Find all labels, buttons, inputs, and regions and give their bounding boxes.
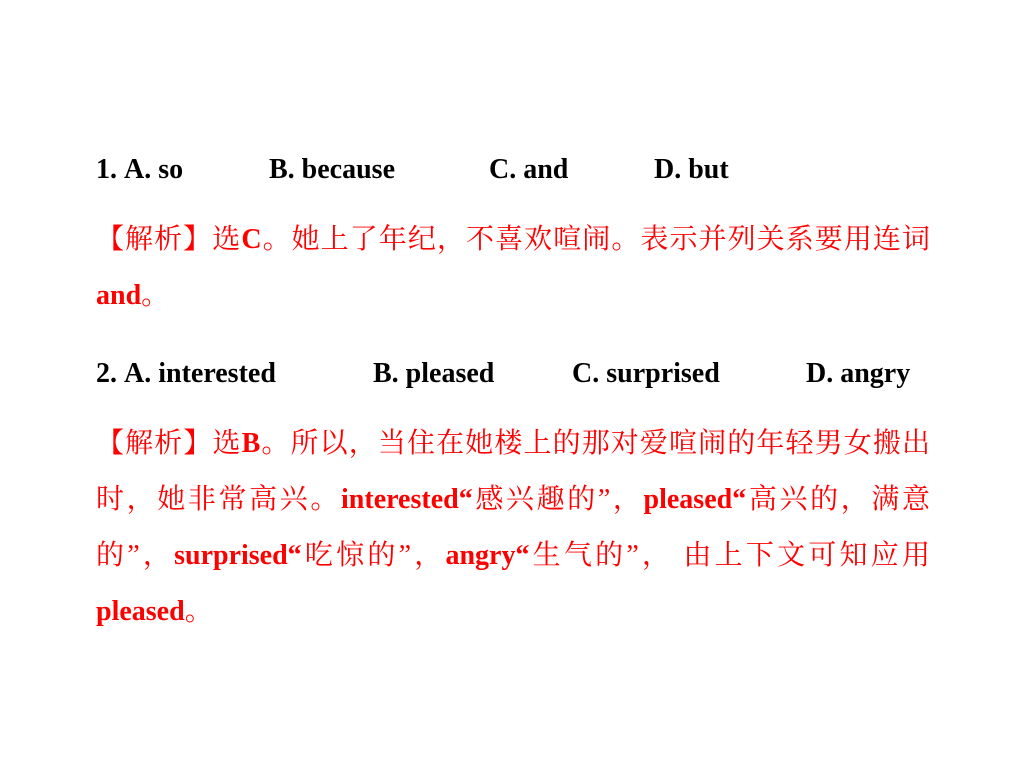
- analysis-2-word-surprised: surprised“: [174, 540, 302, 571]
- question-1-option-d: D. but: [654, 154, 729, 185]
- analysis-2-end: 。: [184, 596, 213, 627]
- analysis-2-gloss-interested: 感兴趣的”，: [472, 484, 644, 515]
- analysis-2-answer: B: [241, 428, 261, 459]
- question-1-option-c: C. and: [489, 154, 569, 185]
- analysis-1-answer: C: [241, 224, 262, 255]
- question-2-option-b: B. pleased: [373, 358, 495, 389]
- analysis-2-prefix: 【解析】选: [96, 428, 242, 459]
- analysis-1-prefix: 【解析】选: [96, 224, 242, 255]
- analysis-1: [96, 212, 930, 324]
- question-1: [96, 150, 930, 190]
- analysis-1-text: 。她上了年纪，不喜欢喧闹。表示并列关系要用连词: [261, 224, 930, 255]
- question-2-option-d: D. angry: [806, 358, 911, 389]
- analysis-2-text: 。所以，当住在她楼上的那对爱喧闹的年轻男女搬出时，她非常高兴。: [96, 428, 930, 515]
- question-2-number: 2.: [96, 358, 117, 389]
- analysis-2-gloss-surprised: 吃惊的”，: [301, 540, 446, 571]
- question-2-option-a: A. interested: [124, 358, 276, 389]
- analysis-2-word-angry: angry“: [445, 540, 530, 571]
- question-2: [96, 354, 930, 394]
- analysis-2-word-pleased: pleased“: [643, 484, 747, 515]
- analysis-2-gloss-pleased: 高兴的，满意的”，: [96, 484, 930, 571]
- analysis-1-word: and: [96, 280, 142, 311]
- slide-content: [96, 150, 930, 640]
- question-1-option-a: A. so: [124, 154, 184, 185]
- question-1-option-b: B. because: [269, 154, 395, 185]
- analysis-2-word-interested: interested“: [341, 484, 473, 515]
- analysis-2-gloss-angry: 生气的”， 由上下文可知应用: [529, 540, 930, 571]
- analysis-2-word-pleased-answer: pleased: [96, 596, 185, 627]
- question-1-number: 1.: [96, 154, 117, 185]
- analysis-2: [96, 416, 930, 640]
- question-2-option-c: C. surprised: [572, 358, 720, 389]
- analysis-1-end: 。: [141, 280, 170, 311]
